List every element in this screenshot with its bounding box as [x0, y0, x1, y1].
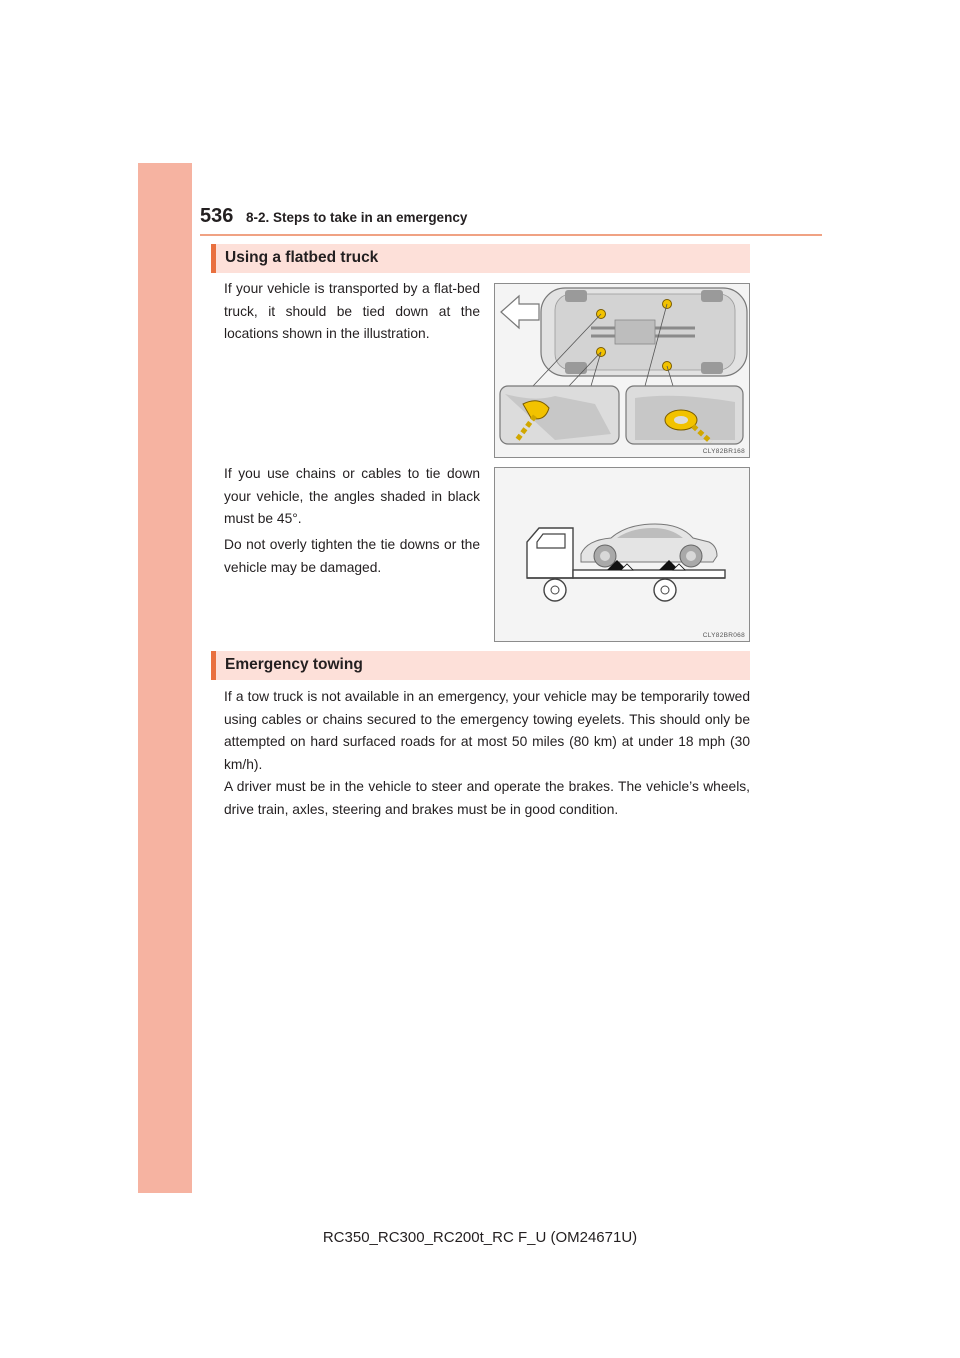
figure-code-2: CLY82BR068 — [702, 632, 745, 639]
page-header — [200, 205, 822, 235]
sidebar-tab — [138, 163, 192, 1193]
section-title-flatbed: Using a flatbed truck — [225, 249, 379, 266]
section-heading-towing — [211, 651, 750, 680]
flatbed-paragraph-3: Do not overly tighten the tie downs or the vehicle may be damaged. — [224, 537, 480, 575]
flatbed-paragraph-2: If you use chains or cables to tie down your vehicle, the angles shaded in black must be 45°. — [224, 466, 480, 526]
figure-code-1: CLY82BR168 — [702, 448, 745, 455]
footer-model-code: RC350_RC300_RC200t_RC F_U (OM24671U) — [322, 1229, 638, 1246]
section-title-towing: Emergency towing — [225, 656, 363, 673]
tie-down-locations-illustration — [494, 283, 750, 458]
towing-paragraph-1: If a tow truck is not available in an emergency, your vehicle may be temporarily towed using cables or chains secured to the emergency towing eyelets. This should only be attempted on hard surfaced roads for at most 50 miles (80 km) at under 18 mph (30 km/h). — [224, 689, 750, 772]
page-number: 536 — [200, 205, 234, 227]
header-rule — [200, 234, 822, 236]
section-path: 8-2. Steps to take in an emergency — [246, 210, 468, 225]
towing-paragraph-2: A driver must be in the vehicle to steer and operate the brakes. The vehicle’s wheels, drive train, axles, steering and brakes must be in good condition. — [224, 779, 750, 817]
flatbed-truck-illustration — [494, 467, 750, 642]
section-heading-flatbed — [211, 244, 750, 273]
flatbed-paragraph-1: If your vehicle is transported by a flat-bed truck, it should be tied down at the locations shown in the illustration. — [224, 281, 480, 341]
